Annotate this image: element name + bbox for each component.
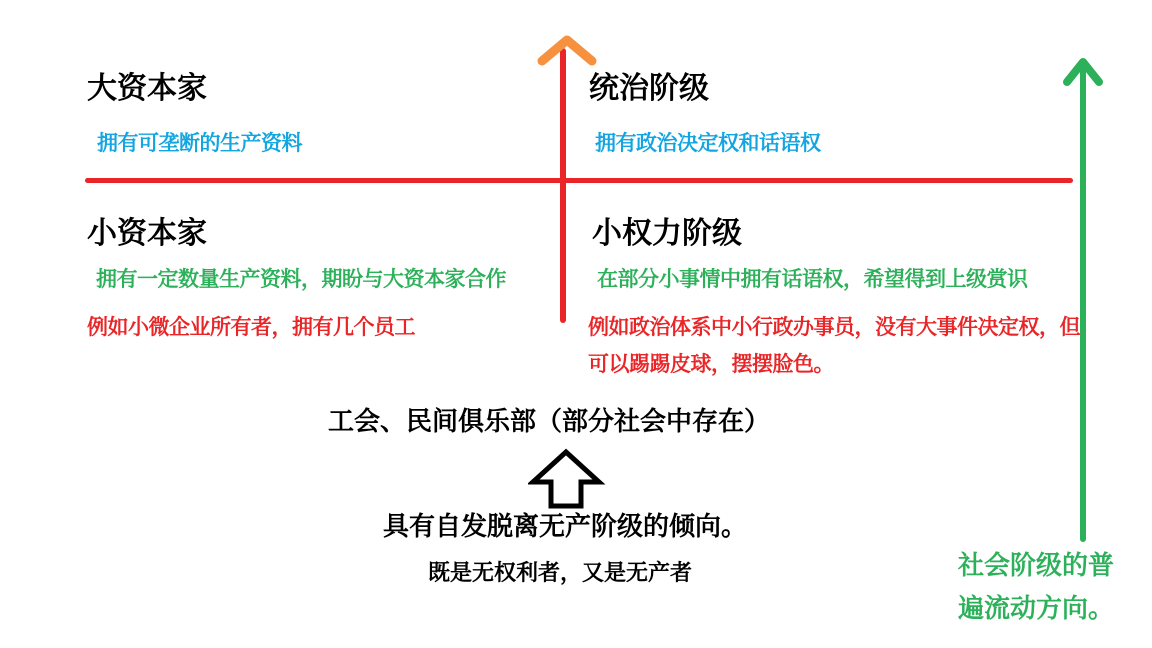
tendency-label: 具有自发脱离无产阶级的倾向。 xyxy=(383,511,748,541)
mobility-arrowhead-icon xyxy=(1062,55,1104,89)
organizations-label: 工会、民间俱乐部（部分社会中存在） xyxy=(328,406,771,436)
quadrant-title-ruling-class: 统治阶级 xyxy=(589,72,709,105)
mobility-note-line2: 遍流动方向。 xyxy=(958,593,1115,623)
power-axis-shaft xyxy=(560,48,566,323)
quadrant-title-big-capitalist: 大资本家 xyxy=(87,72,207,105)
identity-label: 既是无权利者，又是无产者 xyxy=(428,560,693,585)
power-axis-arrowhead-icon xyxy=(536,33,598,69)
quadrant-title-small-power-class: 小权力阶级 xyxy=(592,217,742,250)
quadrant-desc-big-capitalist: 拥有可垄断的生产资料 xyxy=(97,132,302,155)
quadrant-trait-small-power-class: 在部分小事情中拥有话语权，希望得到上级赏识 xyxy=(597,268,1028,291)
hollow-up-arrow-icon xyxy=(528,448,608,512)
quadrant-example-small-power-class-line2: 可以踢踢皮球，摆摆脸色。 xyxy=(588,353,834,376)
mobility-note-line1: 社会阶级的普 xyxy=(958,550,1115,580)
mobility-arrow-shaft xyxy=(1080,64,1086,542)
quadrant-example-small-capitalist: 例如小微企业所有者，拥有几个员工 xyxy=(87,316,415,339)
quadrant-example-small-power-class-line1: 例如政治体系中小行政办事员，没有大事件决定权，但 xyxy=(588,316,1080,339)
quadrant-trait-small-capitalist: 拥有一定数量生产资料，期盼与大资本家合作 xyxy=(96,268,506,291)
quadrant-desc-ruling-class: 拥有政治决定权和话语权 xyxy=(595,132,821,155)
horizontal-divider-line xyxy=(85,178,1073,183)
quadrant-title-small-capitalist: 小资本家 xyxy=(87,217,207,250)
